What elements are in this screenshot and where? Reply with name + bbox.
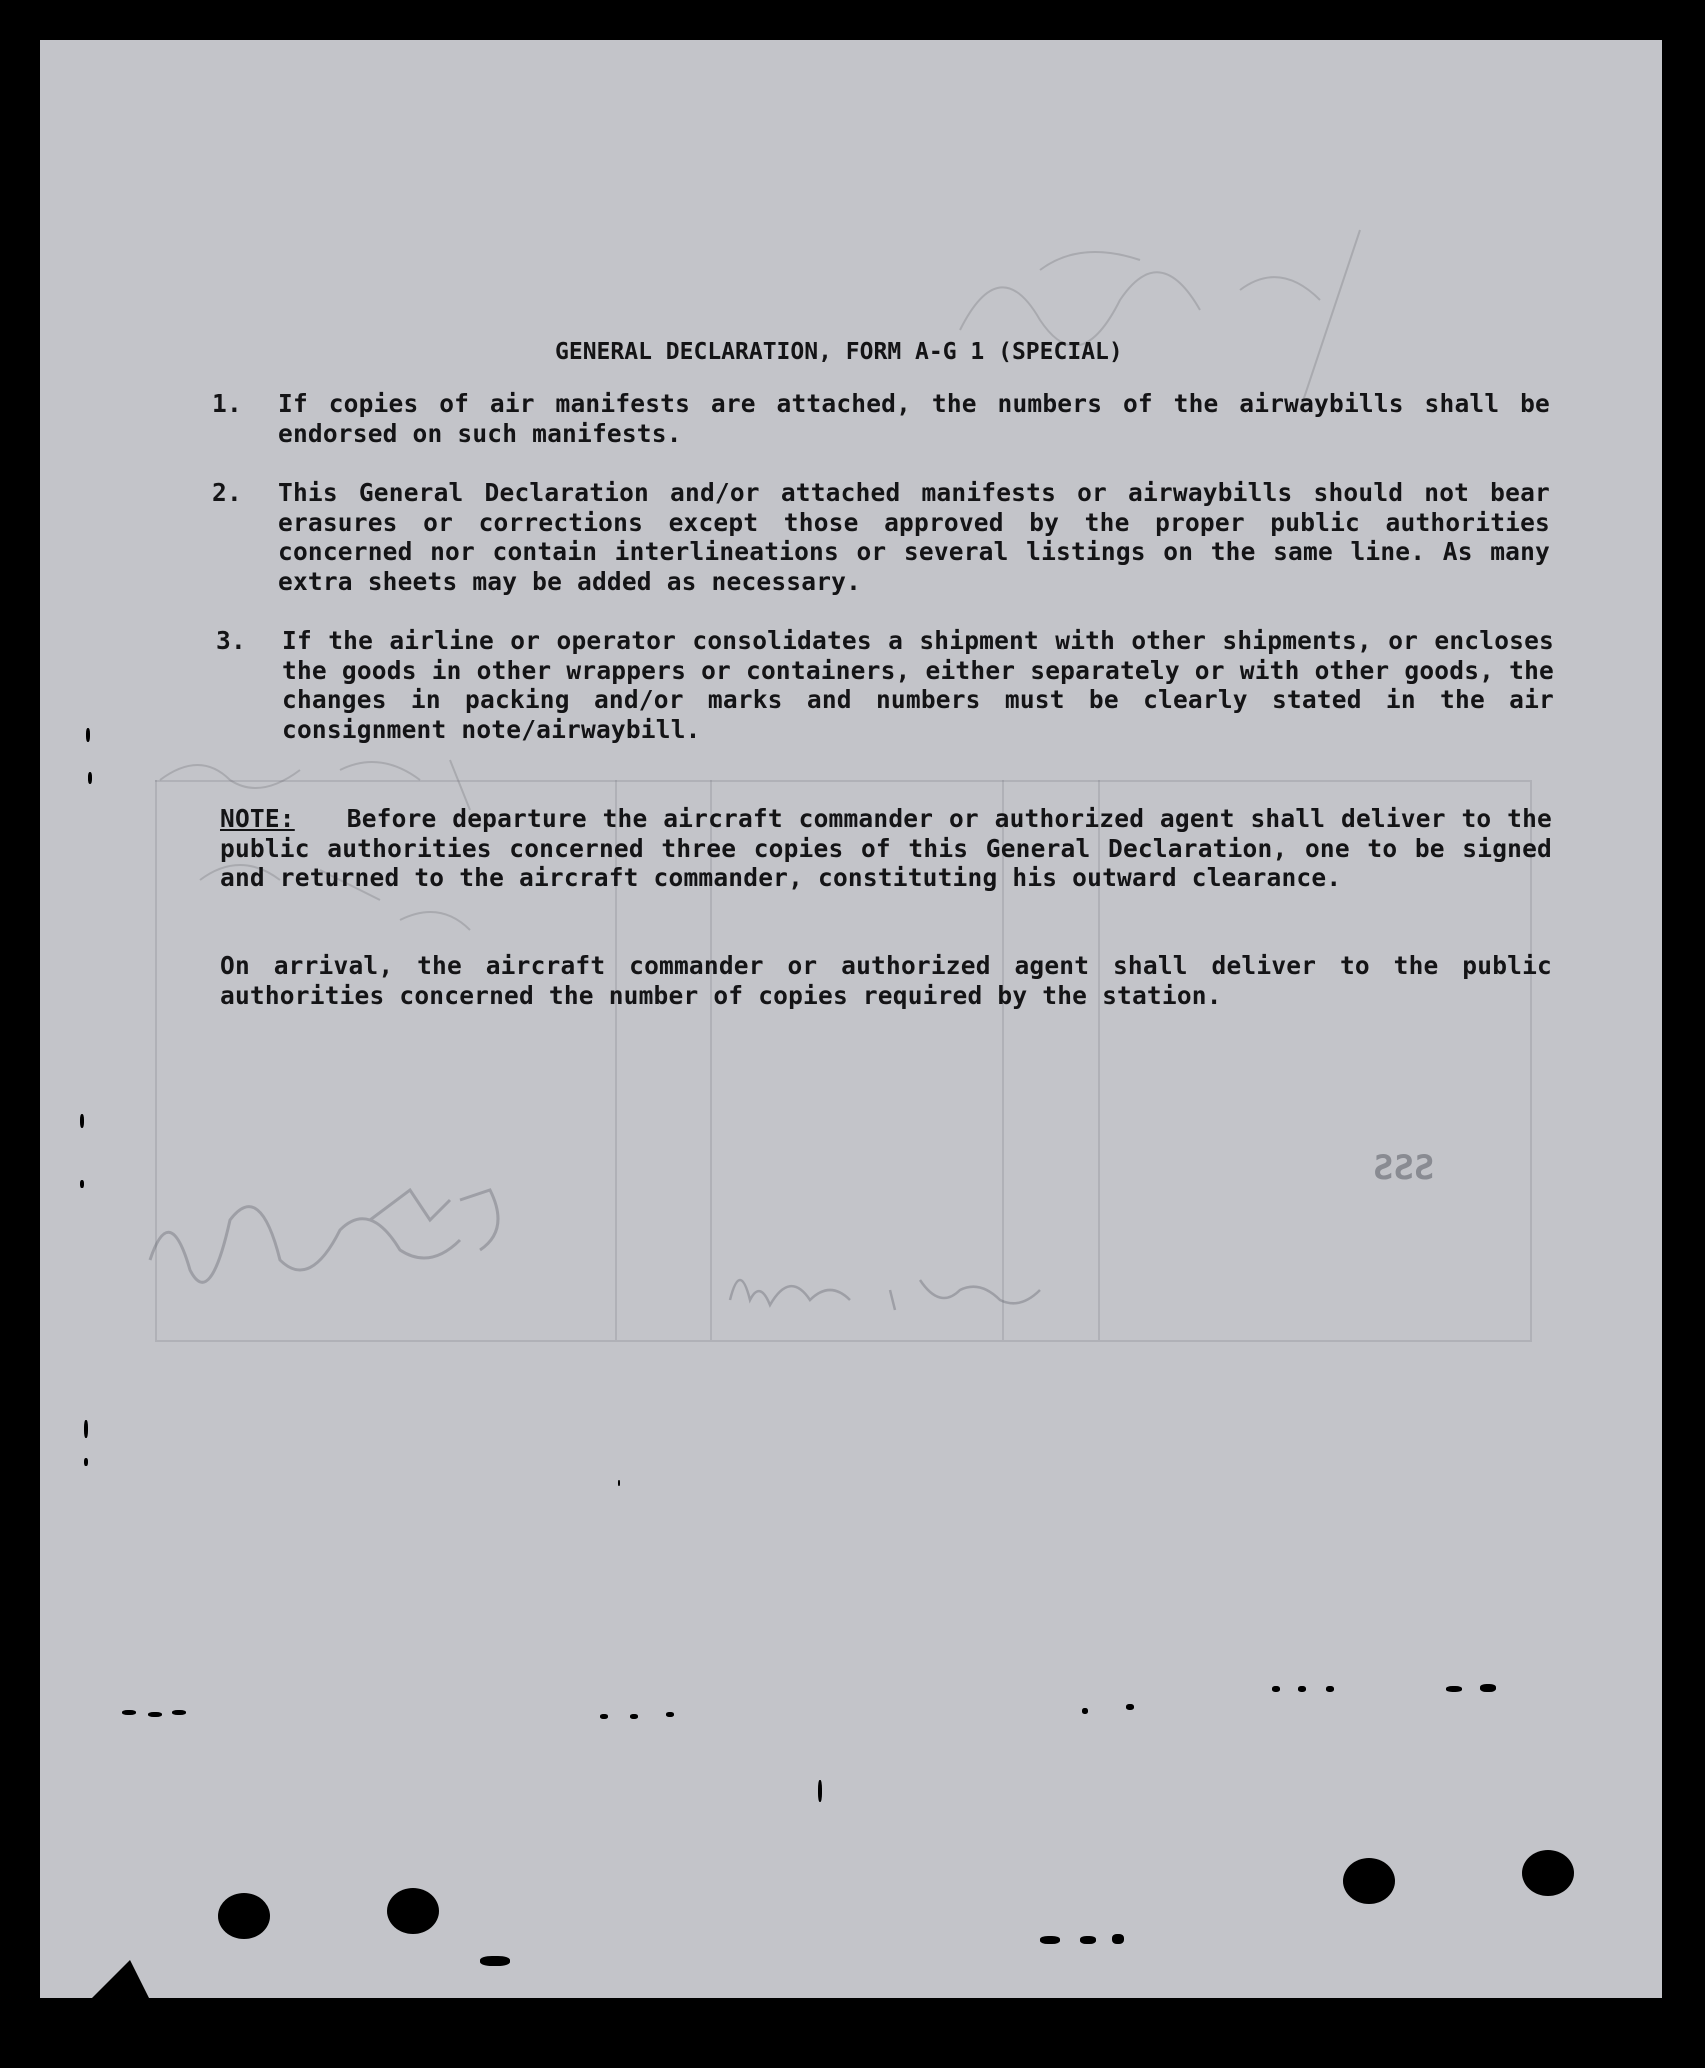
speck — [1112, 1934, 1124, 1944]
document-title: GENERAL DECLARATION, FORM A-G 1 (SPECIAL) — [555, 339, 1123, 365]
speck — [88, 772, 92, 784]
note-paragraph — [220, 804, 1552, 893]
item-number: 3. — [216, 626, 246, 655]
faint-signature-icon — [130, 1160, 630, 1340]
punch-hole — [387, 1888, 439, 1934]
item-number: 2. — [212, 478, 242, 507]
speck — [480, 1956, 510, 1966]
speck — [666, 1712, 674, 1717]
punch-hole — [218, 1893, 270, 1939]
speck — [1080, 1936, 1096, 1944]
speck — [600, 1714, 608, 1719]
speck — [1326, 1686, 1334, 1692]
speck — [1298, 1686, 1306, 1692]
speck — [818, 1780, 822, 1802]
speck — [80, 1114, 84, 1128]
arrival-paragraph: On arrival, the aircraft commander or authorized agent shall deliver to the public authorities concerned the number of copies required by the station. — [220, 951, 1552, 1010]
speck — [122, 1710, 136, 1715]
item-text: If the airline or operator consolidates a shipment with other shipments, or encloses the goods in other wrappers or containers, either separately or with other goods, the changes in packing and/or marks and numbers must be clearly stated in the air consignment note/airwaybill. — [282, 626, 1554, 744]
speck — [1082, 1708, 1088, 1714]
speck — [630, 1714, 638, 1719]
speck — [1040, 1936, 1060, 1944]
note-label: NOTE: — [220, 804, 295, 833]
punch-hole — [1522, 1850, 1574, 1896]
punch-hole — [1343, 1858, 1395, 1904]
note-text: Before departure the aircraft commander or authorized agent shall deliver to the public authorities concerned three copies of this General Declaration, one to be signed and returned to the aircraft commander, constituting his outward clearance. — [220, 804, 1552, 892]
torn-corner-icon — [90, 1960, 170, 1998]
speck — [1126, 1704, 1134, 1710]
document-page — [40, 40, 1662, 1998]
speck — [148, 1712, 162, 1717]
speck — [84, 1420, 88, 1438]
faint-handwriting-icon — [720, 1250, 1060, 1330]
speck — [618, 1480, 620, 1486]
item-text: If copies of air manifests are attached, the numbers of the airwaybills shall be endorsed on such manifests. — [278, 389, 1550, 448]
reversed-stamp-number: SSS — [1373, 1148, 1435, 1188]
speck — [86, 728, 90, 742]
item-text: This General Declaration and/or attached manifests or airwaybills should not bear erasures or corrections except those approved by the proper public authorities concerned nor contain interlineations or several listings on the same line. As many extra sheets may be added as necessary. — [278, 478, 1550, 596]
speck — [84, 1458, 88, 1466]
speck — [80, 1180, 84, 1188]
speck — [1480, 1684, 1496, 1692]
speck — [1272, 1686, 1280, 1692]
bleed-through-rule — [155, 1340, 1532, 1342]
speck — [172, 1710, 186, 1715]
speck — [1446, 1686, 1462, 1692]
item-number: 1. — [212, 389, 242, 418]
